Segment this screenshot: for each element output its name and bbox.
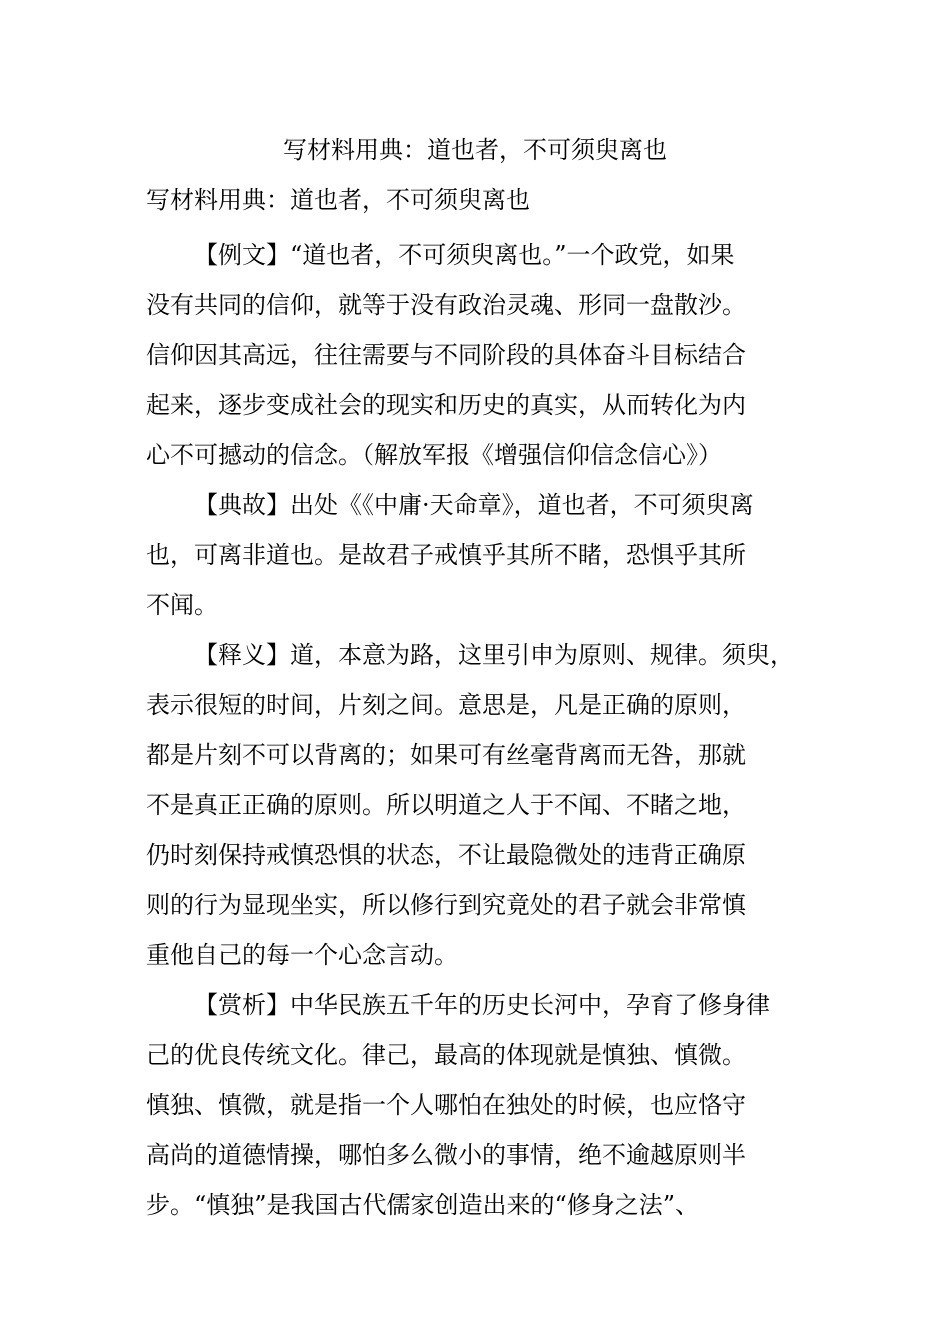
document-body <box>146 230 826 1230</box>
text-line: 也，可离非道也。是故君子戒慎乎其所不睹，恐惧乎其所 <box>146 541 746 569</box>
text-line: 都是片刻不可以背离的；如果可有丝毫背离而无咎，那就 <box>146 741 746 769</box>
text-line: 信仰因其高远，往往需要与不同阶段的具体奋斗目标结合 <box>146 341 746 369</box>
text-line: 【赏析】中华民族五千年的历史长河中，孕育了修身律 <box>194 991 770 1019</box>
text-line: 步。“慎独”是我国古代儒家创造出来的“修身之法”、 <box>146 1191 700 1219</box>
text-line: 【例文】“道也者，不可须臾离也。”一个政党，如果 <box>194 241 735 269</box>
text-line: 心不可撼动的信念。（解放军报《增强信仰信念信心》） <box>146 441 722 469</box>
text-line: 起来，逐步变成社会的现实和历史的真实，从而转化为内 <box>146 391 746 419</box>
text-line: 不闻。 <box>146 591 218 619</box>
text-line: 表示很短的时间，片刻之间。意思是，凡是正确的原则， <box>146 691 746 719</box>
text-line: 高尚的道德情操，哪怕多么微小的事情，绝不逾越原则半 <box>146 1141 746 1169</box>
text-line: 重他自己的每一个心念言动。 <box>146 941 458 969</box>
document-subtitle: 写材料用典：道也者，不可须臾离也 <box>146 186 530 214</box>
paragraph-appreciation <box>146 980 826 1230</box>
paragraph-interpretation <box>146 630 826 980</box>
text-line: 己的优良传统文化。律己，最高的体现就是慎独、慎微。 <box>146 1041 746 1069</box>
text-line: 不是真正正确的原则。所以明道之人于不闻、不睹之地， <box>146 791 746 819</box>
text-line: 【释义】道，本意为路，这里引申为原则、规律。须臾， <box>194 641 794 669</box>
text-line: 【典故】出处《《中庸·天命章》，道也者，不可须臾离 <box>194 491 754 519</box>
paragraph-allusion <box>146 480 826 630</box>
text-line: 没有共同的信仰，就等于没有政治灵魂、形同一盘散沙。 <box>146 291 746 319</box>
text-line: 则的行为显现坐实，所以修行到究竟处的君子就会非常慎 <box>146 891 746 919</box>
text-line: 慎独、慎微，就是指一个人哪怕在独处的时候，也应恪守 <box>146 1091 746 1119</box>
document-title: 写材料用典：道也者，不可须臾离也 <box>283 136 667 164</box>
text-line: 仍时刻保持戒慎恐惧的状态，不让最隐微处的违背正确原 <box>146 841 746 869</box>
paragraph-example <box>146 230 826 480</box>
